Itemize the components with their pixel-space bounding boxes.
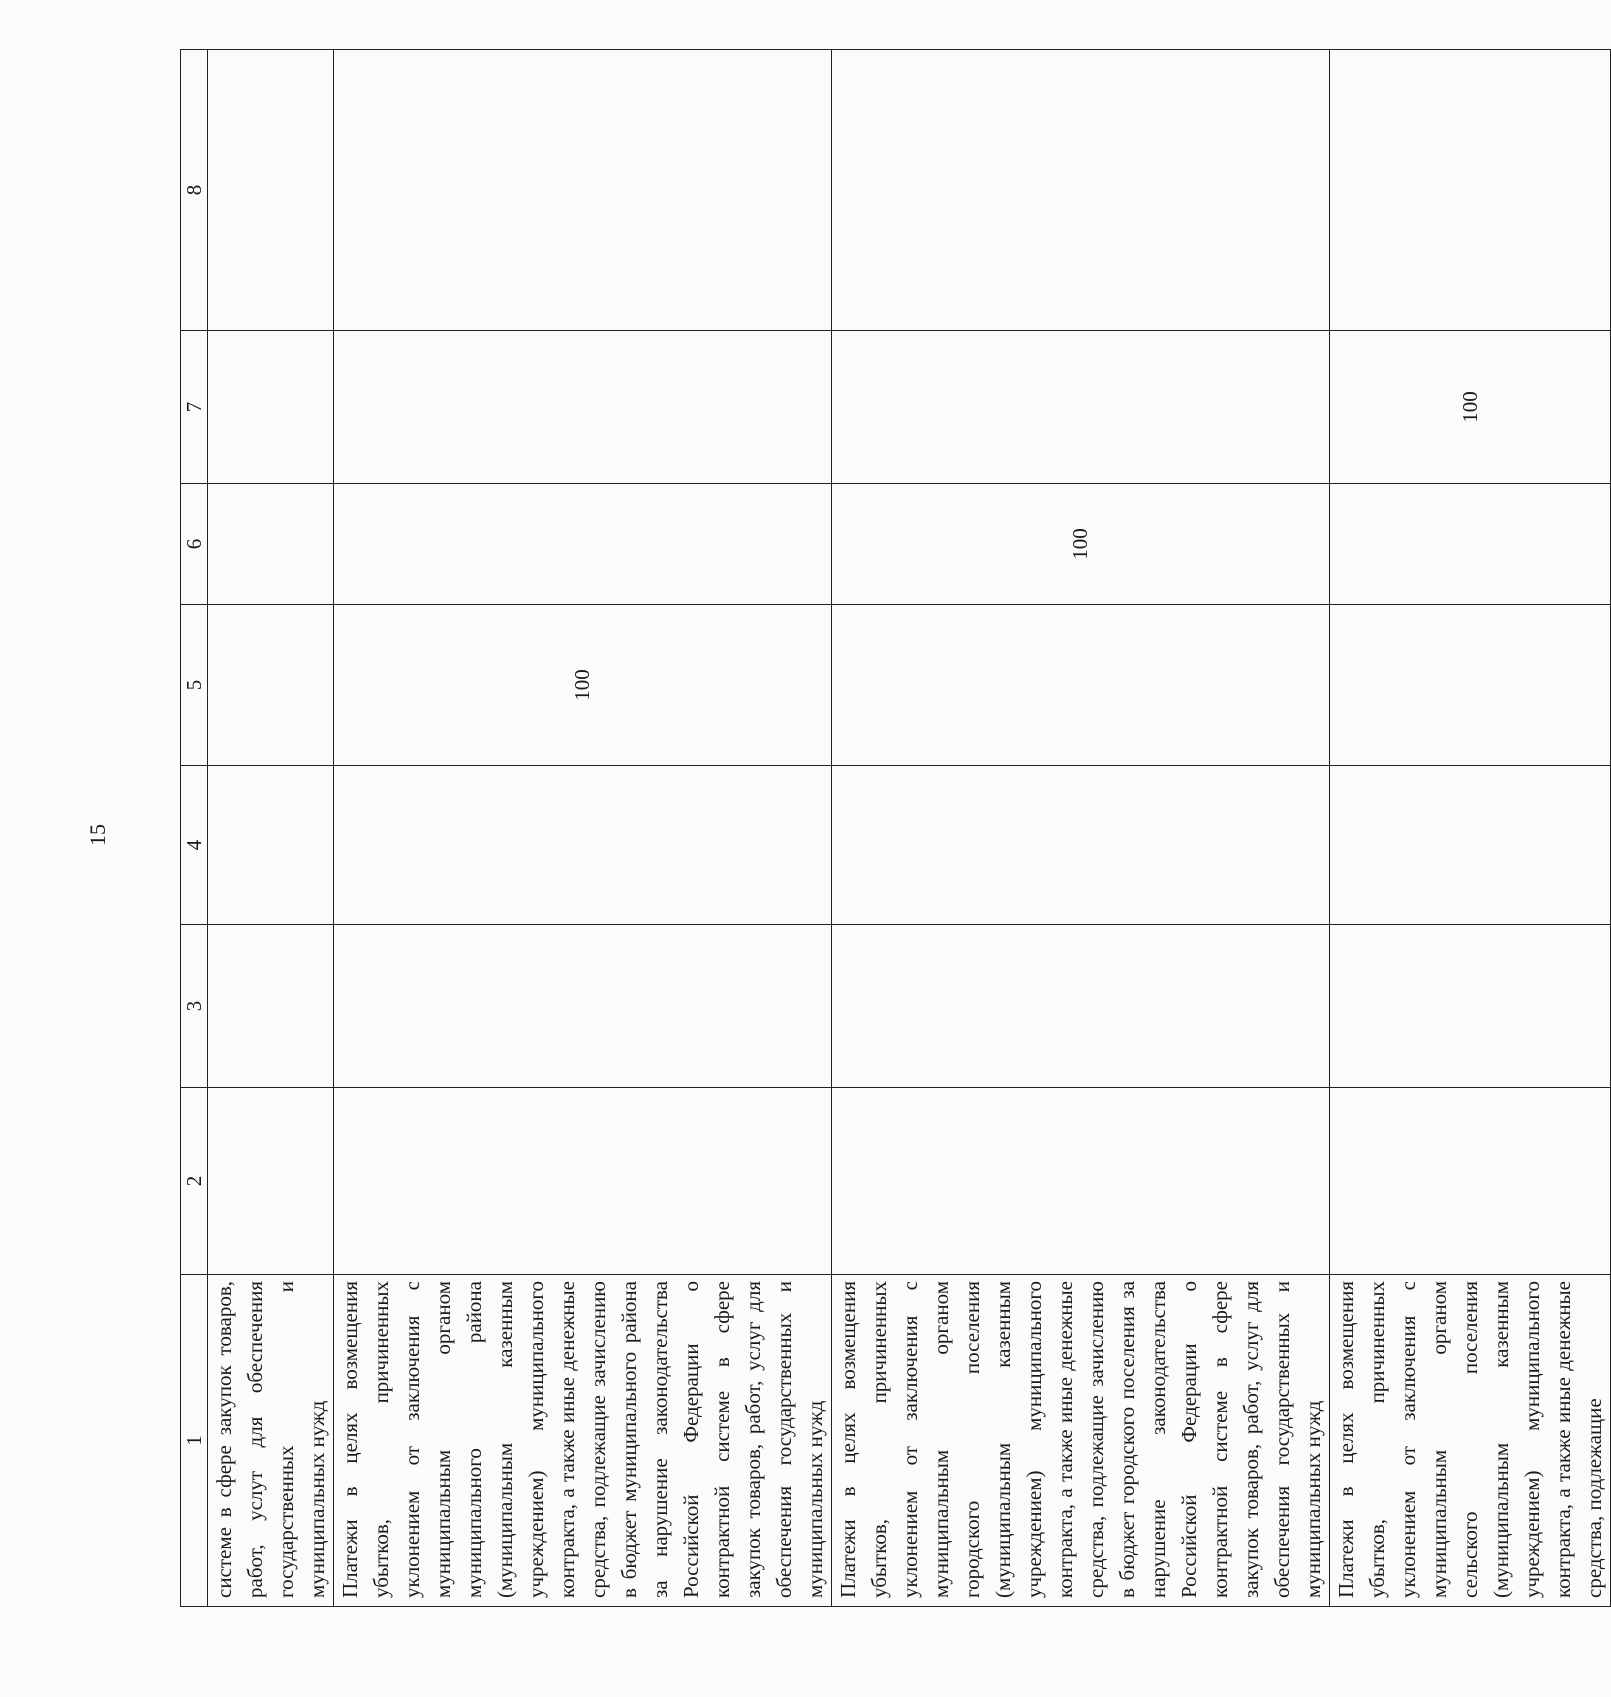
table-cell: [208, 50, 334, 331]
column-header: 6: [181, 484, 208, 605]
table-cell: [334, 331, 832, 484]
column-header: 2: [181, 1088, 208, 1275]
table-cell: [208, 766, 334, 925]
table-cell: [832, 925, 1330, 1088]
table-row: [208, 50, 334, 1607]
table-row: [832, 50, 1330, 1607]
table-header-row: [181, 50, 208, 1607]
column-header: 7: [181, 331, 208, 484]
table-cell: [832, 331, 1330, 484]
table-cell: [1330, 1088, 1611, 1275]
table-cell: [1330, 484, 1611, 605]
table-cell: [832, 50, 1330, 331]
table-cell: [334, 925, 832, 1088]
table-cell: [334, 1088, 832, 1275]
column-header: 1: [181, 1275, 208, 1607]
table-cell: [832, 766, 1330, 925]
table-wrapper: [180, 50, 1606, 1607]
column-header: 5: [181, 605, 208, 766]
table-cell: [208, 925, 334, 1088]
column-header: 4: [181, 766, 208, 925]
table-cell: [1330, 605, 1611, 766]
table-cell: 100: [1330, 331, 1611, 484]
table-cell: [208, 484, 334, 605]
table-cell: [208, 605, 334, 766]
table-cell: [208, 331, 334, 484]
row-description: системе в сфере закупок товаров, работ, услут для обеспечения государственных и муниципальных нужд: [208, 1275, 334, 1607]
column-header: 8: [181, 50, 208, 331]
budget-distribution-table: [180, 49, 1611, 1607]
page-number: 15: [85, 824, 110, 846]
table-cell: [832, 1088, 1330, 1275]
table-cell: [334, 484, 832, 605]
table-cell: 100: [334, 605, 832, 766]
column-header: 3: [181, 925, 208, 1088]
table-cell: [1330, 925, 1611, 1088]
row-description: Платежи в целях возмещения убытков, причиненных уклонением от заключения с муниципальным органом сельского поселения (муниципальным казенным учреждением) муниципального контракта, а также иные денежные средства, подлежащие: [1330, 1275, 1611, 1607]
table-row: [334, 50, 832, 1607]
table-cell: 100: [832, 484, 1330, 605]
row-description: Платежи в целях возмещения убытков, причиненных уклонением от заключения с муниципальным органом городского поселения (муниципальным казенным учреждением) муниципального контракта, а также иные денежные средства, подлежащие зачислению в бюджет городского поселения за нарушение законодательства Российской Федерации о контрактной системе в сфере закупок товаров, работ, услуг для обеспечения государственных и муниципальных нужд: [832, 1275, 1330, 1607]
table-cell: [334, 50, 832, 331]
table-cell: [1330, 50, 1611, 331]
table-cell: [208, 1088, 334, 1275]
table-row: [1330, 50, 1611, 1607]
row-description: Платежи в целях возмещения убытков, причиненных уклонением от заключения с муниципальным органом муниципального района (муниципальным казенным учреждением) муниципального контракта, а также иные денежные средства, подлежащие зачислению в бюджет муниципального района за нарушение законодательства Российской Федерации о контрактной системе в сфере закупок товаров, работ, услуг для обеспечения государственных и муниципальных нужд: [334, 1275, 832, 1607]
table-cell: [1330, 766, 1611, 925]
table-cell: [334, 766, 832, 925]
table-cell: [832, 605, 1330, 766]
